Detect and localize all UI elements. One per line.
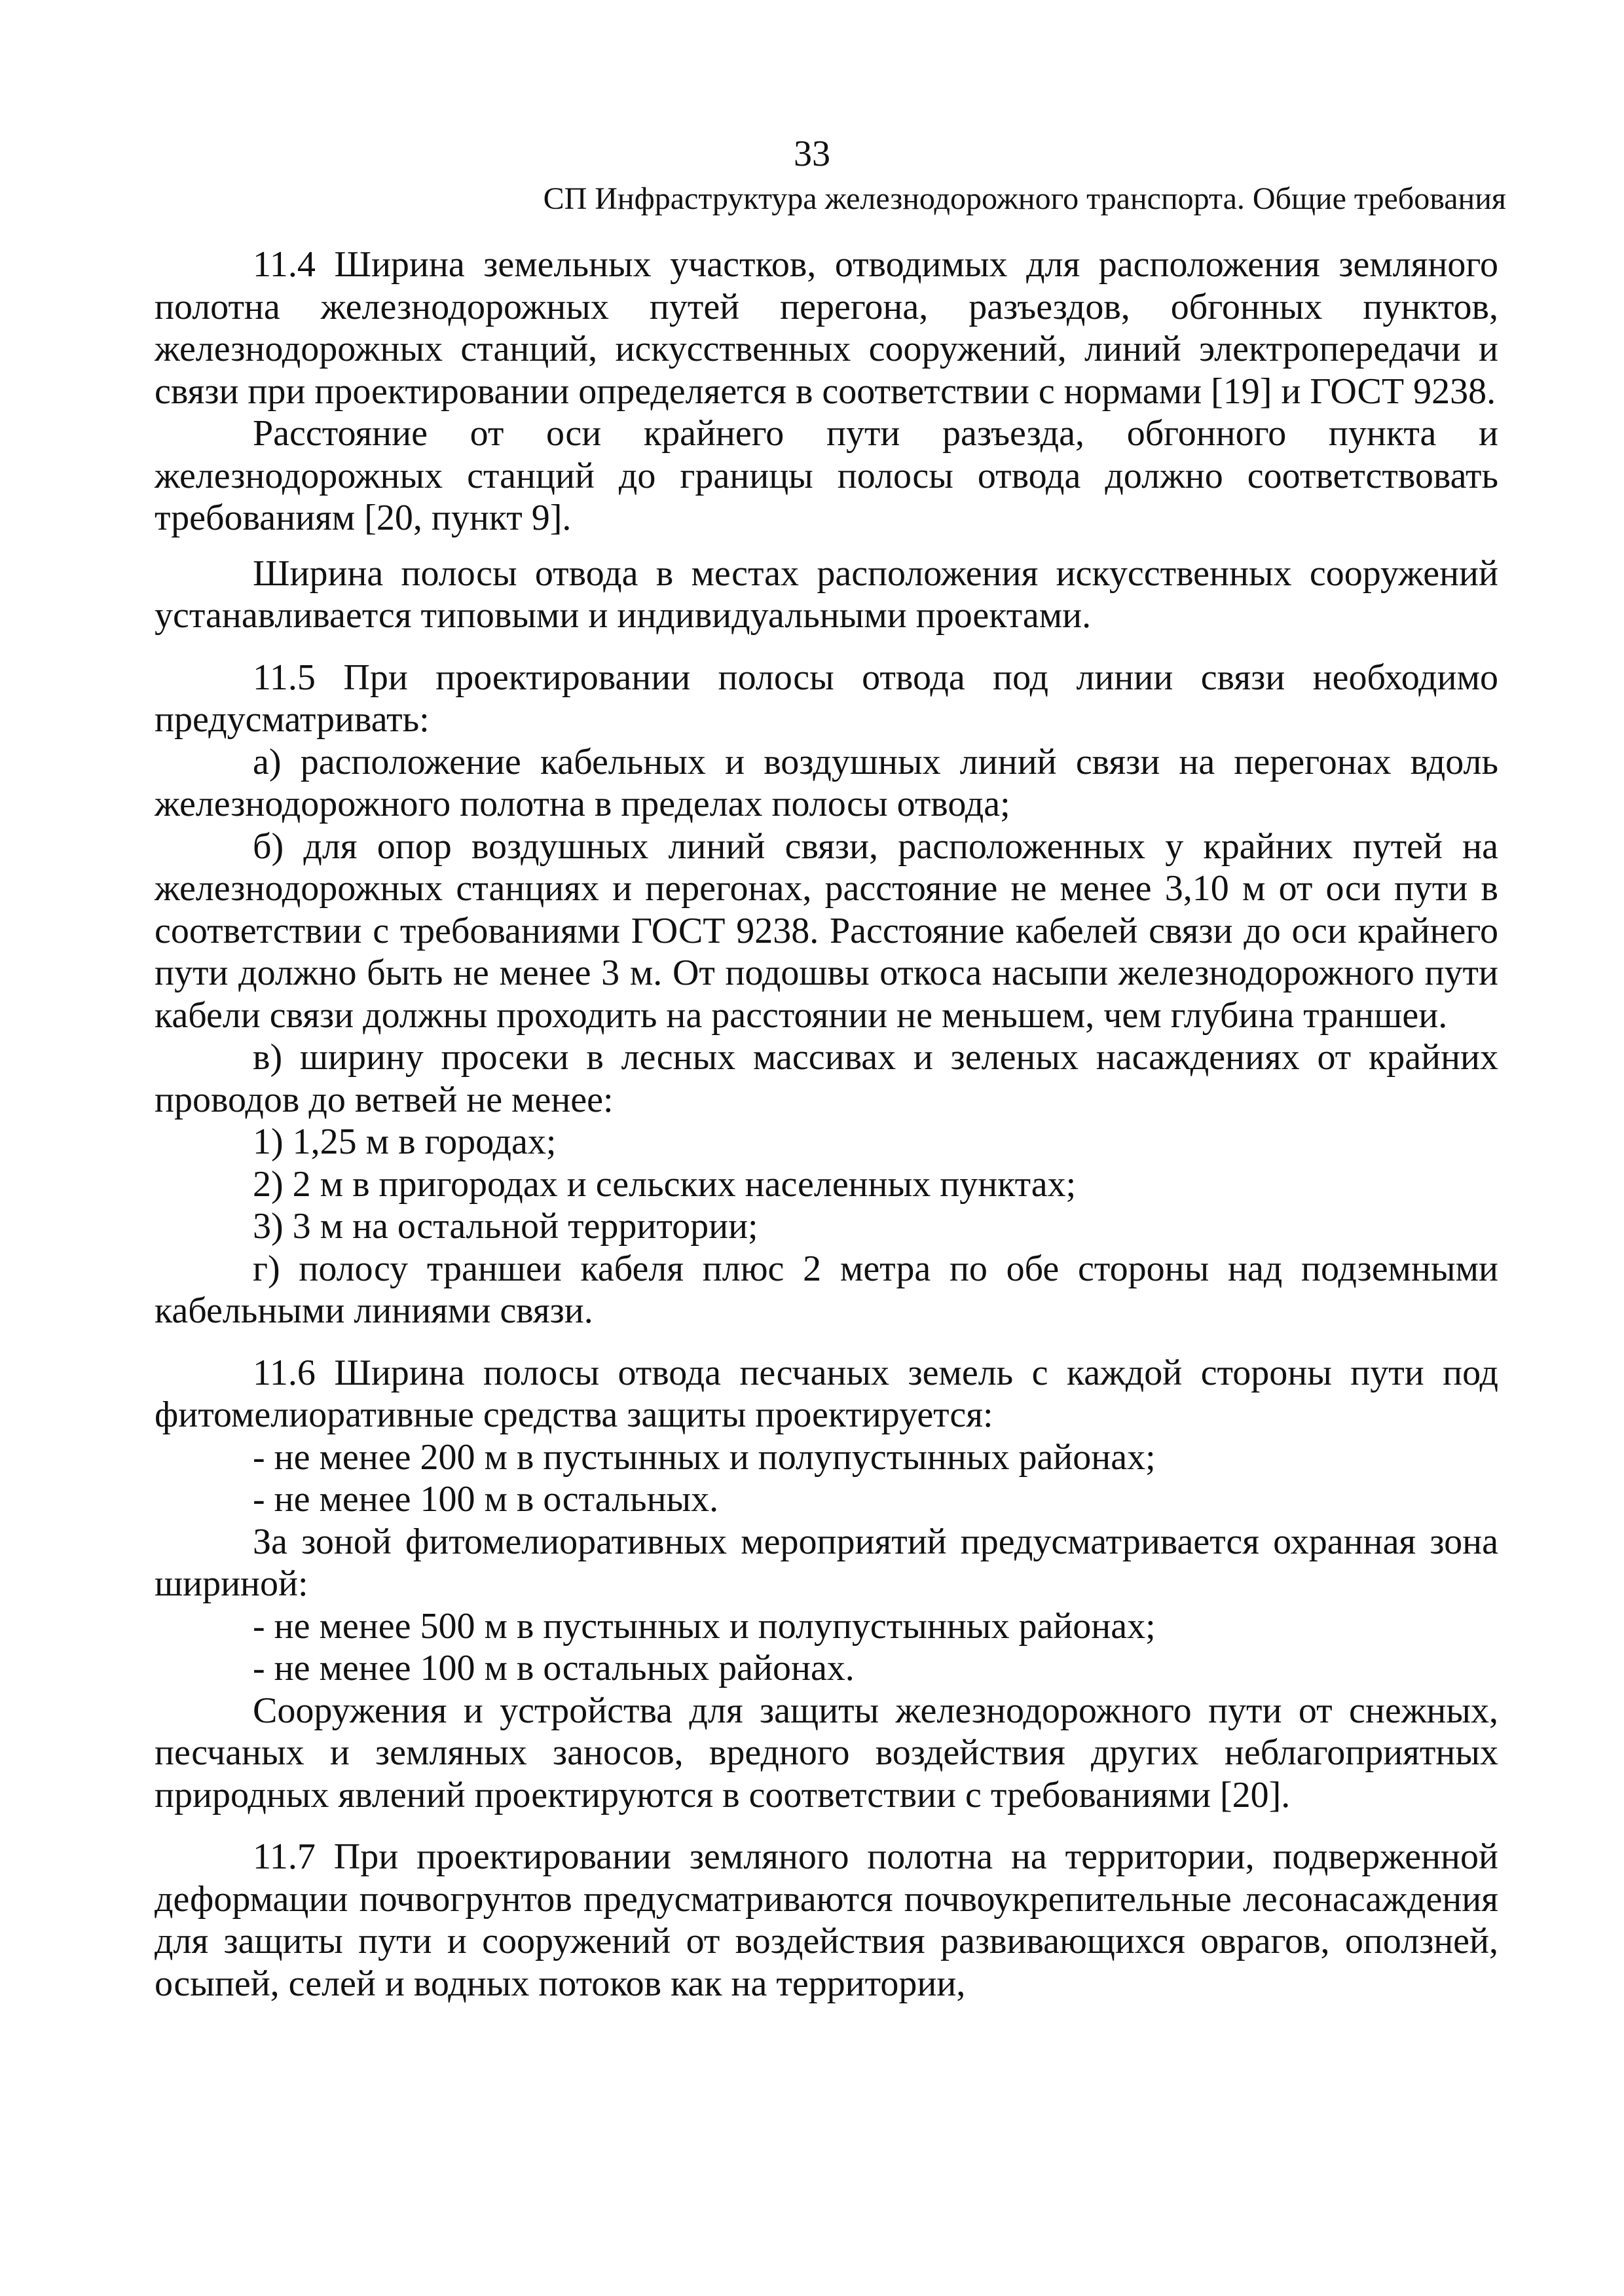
- paragraph-11-7: 11.7 При проектировании земляного полотна на территории, подверженной деформации почвогрунтов предусматриваются почвоукрепительные лесонасаждения для защиты пути и сооружений от воздействия развивающихся оврагов, оползней, осыпей, селей и водных потоков как на территории,: [155, 1836, 1498, 2004]
- dash-item-200: - не менее 200 м в пустынных и полупустынных районах;: [253, 1436, 1156, 1478]
- paragraph-11-5: 11.5 При проектировании полосы отвода под линии связи необходимо предусматривать:: [155, 657, 1498, 740]
- paragraph-distance: Расстояние от оси крайнего пути разъезда, обгонного пункта и железнодорожных станций до границы полосы отвода должно соответствовать требованиям [20, пункт 9].: [155, 413, 1498, 538]
- list-item-g: г) полосу траншеи кабеля плюс 2 метра по обе стороны над подземными кабельными линиями связи.: [155, 1248, 1498, 1331]
- list-item-3: 3) 3 м на остальной территории;: [253, 1206, 758, 1247]
- dash-item-100-other: - не менее 100 м в остальных районах.: [253, 1648, 855, 1688]
- page-number: 33: [794, 134, 830, 174]
- list-item-2: 2) 2 м в пригородах и сельских населенных пунктах;: [253, 1163, 1077, 1205]
- paragraph-width-structures: Ширина полосы отвода в местах расположения искусственных сооружений устанавливается типовыми и индивидуальными проектами.: [155, 553, 1498, 636]
- list-item-1: 1) 1,25 м в городах;: [253, 1121, 557, 1162]
- dash-item-100: - не менее 100 м в остальных.: [253, 1479, 719, 1520]
- list-item-b: б) для опор воздушных линий связи, расположенных у крайних путей на железнодорожных станциях и перегонах, расстояние не менее 3,10 м от оси пути в соответствии с требованиями ГОСТ 9238. Расстояние кабелей связи до оси крайнего пути должно быть не менее 3 м. От подошвы откоса насыпи железнодорожного пути кабели связи должны проходить на расстоянии не меньшем, чем глубина траншеи.: [155, 826, 1498, 1036]
- running-header: СП Инфраструктура железнодорожного транспорта. Общие требования: [543, 181, 1506, 216]
- paragraph-protection-zone: За зоной фитомелиоративных мероприятий предусматривается охранная зона шириной:: [155, 1521, 1498, 1604]
- paragraph-11-4: 11.4 Ширина земельных участков, отводимых для расположения земляного полотна железнодорожных путей перегона, разъездов, обгонных пунктов, железнодорожных станций, искусственных сооружений, линий электропередачи и связи при проектировании определяется в соответствии с нормами [19] и ГОСТ 9238.: [155, 244, 1498, 412]
- list-item-v: в) ширину просеки в лесных массивах и зеленых насаждениях от крайних проводов до ветвей не менее:: [155, 1037, 1498, 1120]
- dash-item-500: - не менее 500 м в пустынных и полупустынных районах;: [253, 1605, 1156, 1647]
- paragraph-11-6: 11.6 Ширина полосы отвода песчаных земель с каждой стороны пути под фитомелиоративные средства защиты проектируется:: [155, 1352, 1498, 1435]
- document-body: [155, 244, 1498, 2005]
- list-item-a: а) расположение кабельных и воздушных линий связи на перегонах вдоль железнодорожного полотна в пределах полосы отвода;: [155, 741, 1498, 824]
- paragraph-structures: Сооружения и устройства для защиты железнодорожного пути от снежных, песчаных и земляных заносов, вредного воздействия других неблагоприятных природных явлений проектируются в соответствии с требованиями [20].: [155, 1690, 1498, 1815]
